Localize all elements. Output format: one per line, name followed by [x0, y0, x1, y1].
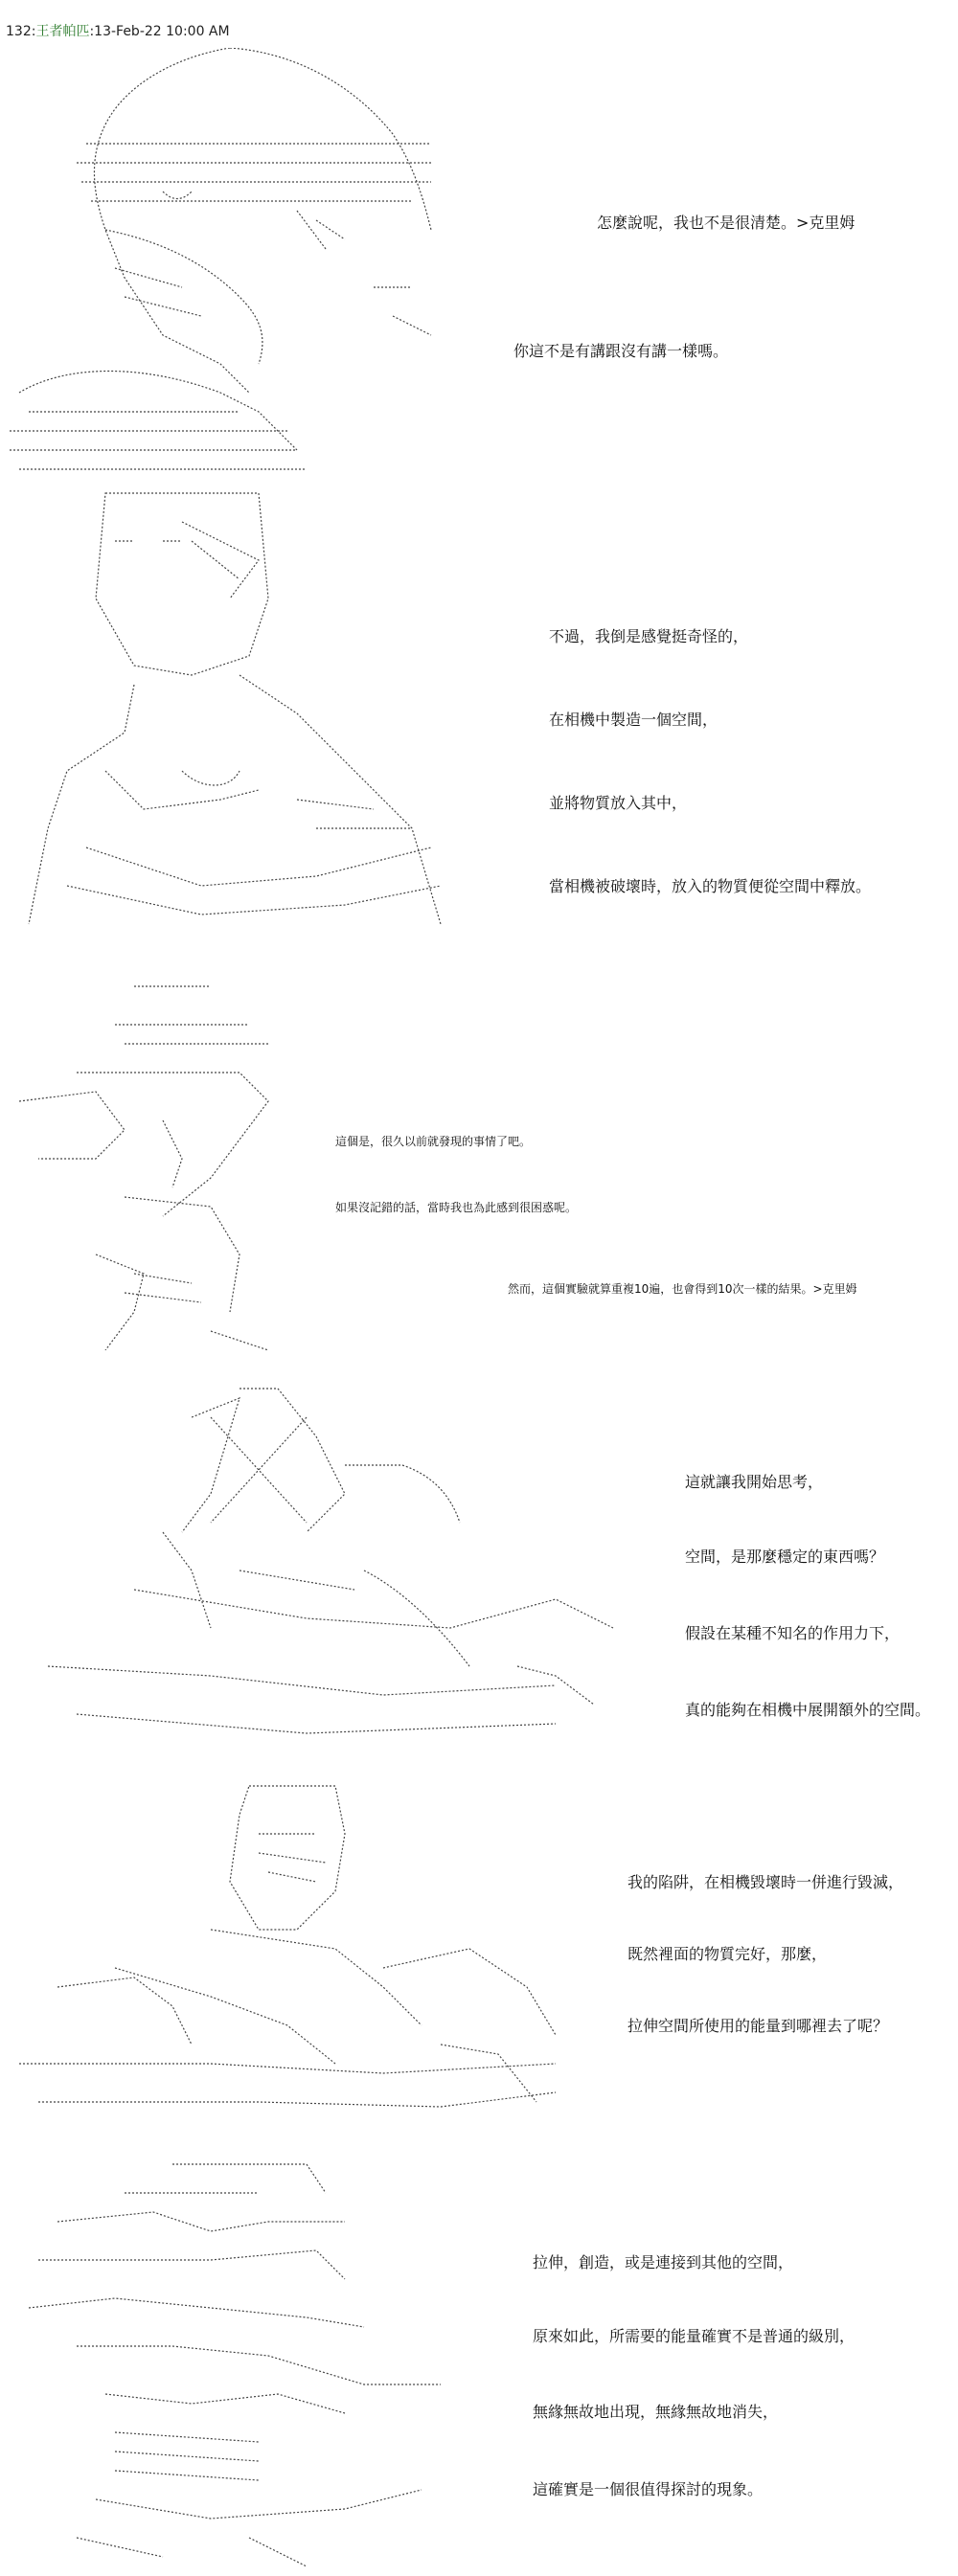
post-timestamp: :13-Feb-22 10:00 AM [89, 24, 230, 39]
panel-6-line-2: 原來如此，所需要的能量確實不是普通的級別， [533, 2327, 855, 2345]
panel-3-line-2: 如果沒記錯的話，當時我也為此感到很困惑呢。 [335, 1201, 578, 1214]
panel-2-line-2: 在相機中製造一個空間， [549, 711, 718, 729]
panel-4-line-1: 這就讓我開始思考， [685, 1473, 824, 1491]
panel-4-line-3: 假設在某種不知名的作用力下， [685, 1624, 901, 1642]
panel-5-line-2: 既然裡面的物質完好，那麼， [627, 1945, 828, 1963]
panel-6-line-1: 拉伸，創造，或是連接到其他的空間， [533, 2253, 794, 2271]
ascii-art-figure-2 [10, 484, 450, 943]
post-header [6, 21, 230, 40]
panel-1-line-2: 你這不是有講跟沒有講一樣嗎。 [513, 342, 729, 360]
panel-2-line-3: 並將物質放入其中， [549, 794, 688, 812]
ascii-art-figure-6 [19, 2155, 460, 2566]
panel-5-line-3: 拉伸空間所使用的能量到哪裡去了呢？ [627, 2017, 889, 2035]
panel-4-line-4: 真的能夠在相機中展開額外的空間。 [685, 1701, 931, 1719]
board-name[interactable]: 王者帕匹 [35, 24, 90, 39]
ascii-art-figure-1 [10, 48, 460, 479]
panel-3-line-3: 然而，這個實驗就算重複10遍，也會得到10次一樣的結果。>克里姆 [508, 1282, 857, 1296]
panel-6-line-3: 無緣無故地出現，無緣無故地消失， [533, 2403, 779, 2421]
ascii-art-figure-5 [19, 1776, 575, 2140]
panel-5-line-1: 我的陷阱，在相機毀壞時一併進行毀滅， [627, 1873, 904, 1891]
panel-2-line-4: 當相機被破壞時，放入的物質便從空間中釋放。 [549, 877, 872, 895]
panel-4-line-2: 空間，是那麼穩定的東西嗎？ [685, 1548, 885, 1566]
ascii-art-figure-4 [19, 1379, 623, 1762]
panel-6-line-4: 這確實是一個很值得探討的現象。 [533, 2480, 764, 2498]
post-number: 132: [6, 24, 36, 39]
panel-2-line-1: 不過，我倒是感覺挺奇怪的， [549, 627, 749, 645]
panel-3-line-1: 這個是，很久以前就發現的事情了吧。 [335, 1135, 532, 1148]
panel-1-line-1: 怎麼說呢，我也不是很清楚。>克里姆 [597, 214, 855, 232]
ascii-art-figure-3 [19, 967, 297, 1350]
